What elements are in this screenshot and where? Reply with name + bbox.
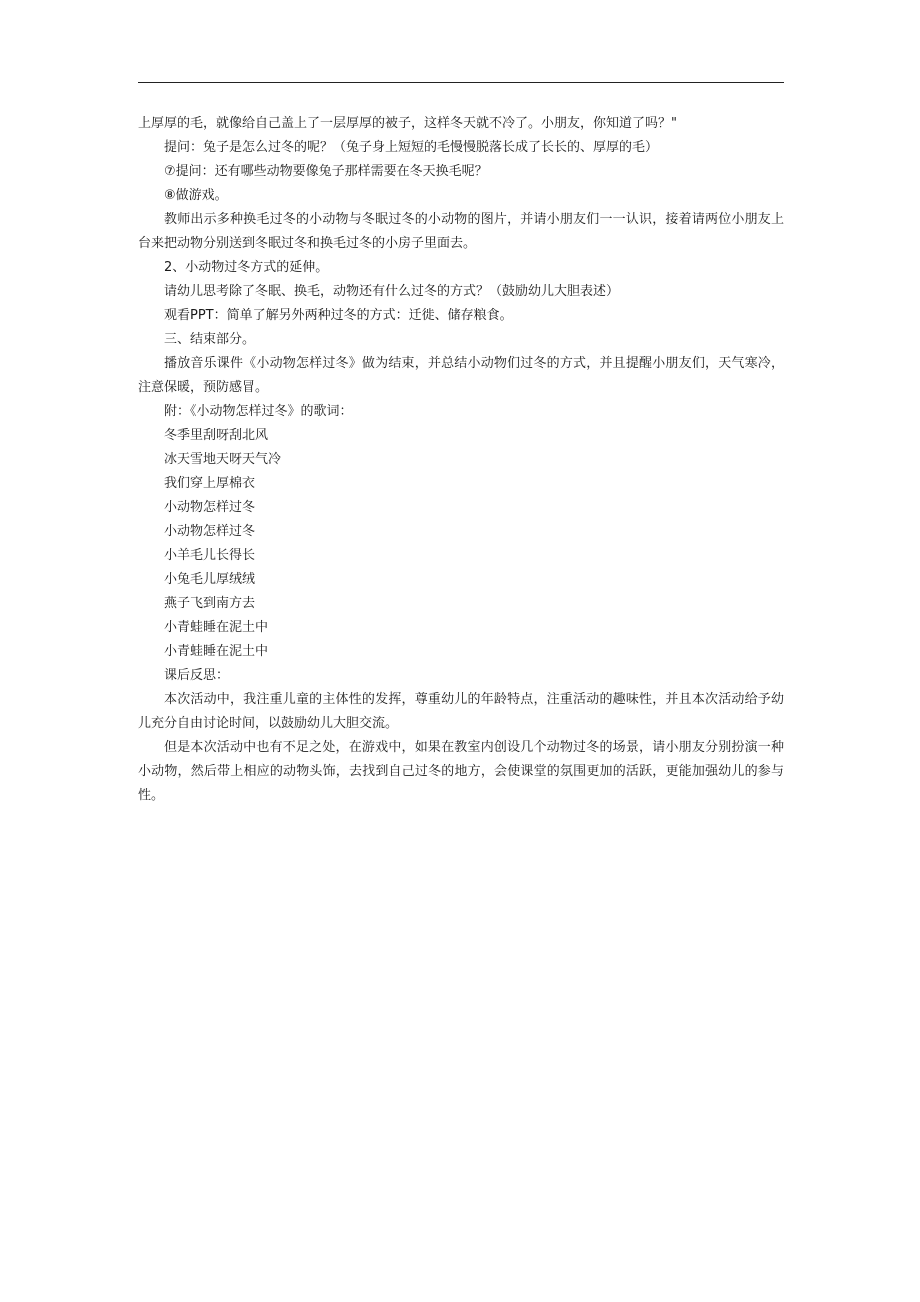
paragraph-teacher-shows-pictures: 教师出示多种换毛过冬的小动物与冬眠过冬的小动物的图片，并请小朋友们一一认识，接着请两位小朋友上台来把动物分别送到冬眠过冬和换毛过冬的小房子里面去。 (138, 212, 784, 251)
lyric-line: 小青蛙睡在泥土中 (164, 620, 269, 635)
lyric-line: 冰天雪地天呀天气冷 (164, 452, 282, 467)
paragraph-continuation: 上厚厚的毛，就像给自己盖上了一层厚厚的被子，这样冬天就不冷了。小朋友，你知道了吗？" (138, 116, 677, 131)
reflection-paragraph: 但是本次活动中也有不足之处，在游戏中，如果在教室内创设几个动物过冬的场景，请小朋友分别扮演一种小动物，然后带上相应的动物头饰，去找到自己过冬的地方，会使课堂的氛围更加的活跃，更能加强幼儿的参与性。 (138, 740, 784, 803)
paragraph-lyrics-intro: 附：《小动物怎样过冬》的歌词： (164, 404, 353, 419)
header-rule (138, 82, 784, 83)
lyric-line: 小青蛙睡在泥土中 (164, 644, 269, 659)
lyric-line: 小羊毛儿长得长 (164, 548, 256, 563)
paragraph-question-rabbit: 提问：兔子是怎么过冬的呢？（兔子身上短短的毛慢慢脱落长成了长长的、厚厚的毛） (164, 140, 659, 155)
paragraph-play-music: 播放音乐课件《小动物怎样过冬》做为结束，并总结小动物们过冬的方式，并且提醒小朋友们，天气寒冷，注意保暖，预防感冒。 (138, 356, 784, 395)
lyric-line: 我们穿上厚棉衣 (164, 476, 256, 491)
section-heading-ending: 三、结束部分。 (164, 332, 256, 347)
lyric-line: 冬季里刮呀刮北风 (164, 428, 269, 443)
reflection-title: 课后反思： (164, 668, 230, 683)
lyric-line: 燕子飞到南方去 (164, 596, 256, 611)
paragraph-watch-ppt: 观看PPT：简单了解另外两种过冬的方式：迁徙、储存粮食。 (164, 308, 513, 323)
paragraph-game: ⑧做游戏。 (164, 188, 228, 203)
paragraph-question-other-animals: ⑦提问：还有哪些动物要像兔子那样需要在冬天换毛呢？ (164, 164, 488, 179)
lyric-line: 小动物怎样过冬 (164, 500, 256, 515)
document-body (138, 112, 784, 808)
lyrics-block (138, 424, 784, 664)
paragraph-think-other-ways: 请幼儿思考除了冬眠、换毛，动物还有什么过冬的方式？（鼓励幼儿大胆表述） (164, 284, 620, 299)
lyric-line: 小动物怎样过冬 (164, 524, 256, 539)
section-heading-extension: 2、小动物过冬方式的延伸。 (164, 260, 329, 275)
lyric-line: 小兔毛儿厚绒绒 (164, 572, 256, 587)
reflection-paragraph: 本次活动中，我注重儿童的主体性的发挥，尊重幼儿的年龄特点，注重活动的趣味性，并且本次活动给予幼儿充分自由讨论时间，以鼓励幼儿大胆交流。 (138, 692, 784, 731)
